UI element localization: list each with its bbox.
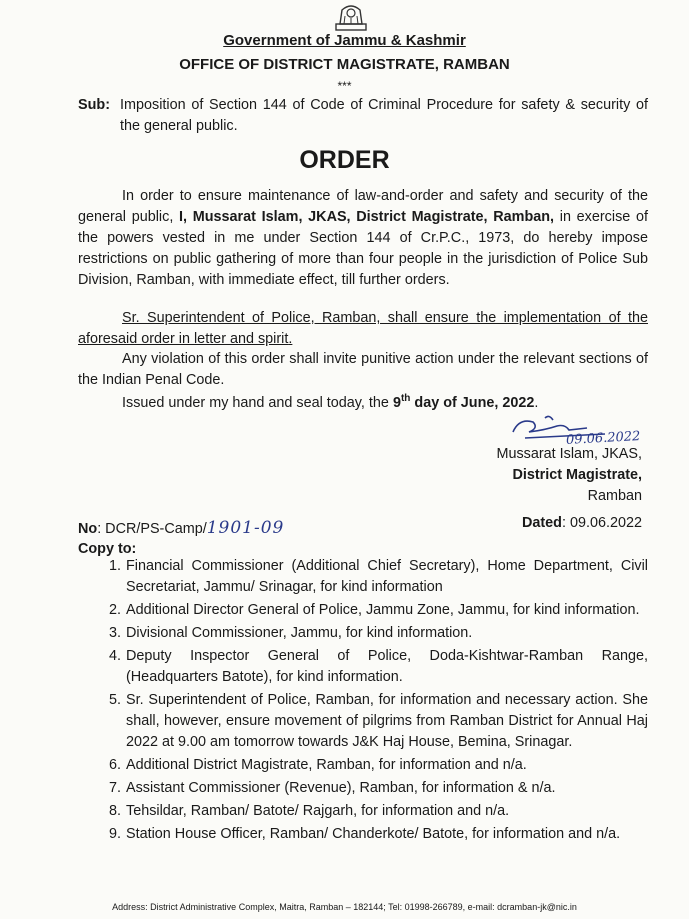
copy-to-label: Copy to: [78, 541, 137, 557]
subject-label: Sub: [78, 97, 110, 113]
separator: *** [337, 79, 352, 93]
list-item: 5. Sr. Superintendent of Police, Ramban, for information and necessary action. She shall, however, ensure movement of pilgrims from Ramban District for Annual Haj 2022 at 9.00 am tomorrow towards J&K Haj House, Bemina, Srinagar. [109, 692, 648, 750]
subject-block [78, 95, 648, 137]
dated-line: Dated: 09.06.2022 [521, 515, 642, 531]
signatory-name: Mussarat Islam, JKAS, [496, 446, 642, 462]
signatory-place: Ramban [587, 488, 642, 504]
list-item: 7. Assistant Commissioner (Revenue), Ramban, for information & n/a. [109, 780, 556, 796]
list-item: 8. Tehsildar, Ramban/ Batote/ Rajgarh, for information and n/a. [109, 803, 510, 819]
issued-line: Issued under my hand and seal today, the 9th day of June, 2022. [122, 393, 539, 411]
signature-date: 09.06.2022 [565, 429, 641, 448]
government-heading: Government of Jammu & Kashmir [223, 32, 466, 49]
order-paragraph-1: In order to ensure maintenance of law-and-order and safety and security of the general public, I, Mussarat Islam, JKAS, District Magistrate, Ramban, in exercise of the powers vested in me under Section 144 of Cr.P.C., 1973, do hereby impose restrictions on public gathering of more than four people in the jurisdiction of Police Sub Division, Ramban, with immediate effect, till further orders. [78, 188, 648, 288]
national-emblem-icon [330, 0, 372, 32]
subject-text: Imposition of Section 144 of Code of Criminal Procedure for safety & security of the general public. [120, 97, 648, 134]
signature-block [496, 444, 642, 507]
list-item: 2. Additional Director General of Police, Jammu Zone, Jammu, for kind information. [109, 602, 640, 618]
reference-number: No: DCR/PS-Camp/1901-09 [78, 518, 285, 538]
list-item: 3. Divisional Commissioner, Jammu, for kind information. [109, 625, 473, 641]
list-item: 9. Station House Officer, Ramban/ Chanderkote/ Batote, for information and n/a. [109, 826, 621, 842]
list-item: 4. Deputy Inspector General of Police, Doda-Kishtwar-Ramban Range, (Headquarters Batote), for kind information. [109, 648, 648, 685]
handwritten-number: 1901-09 [206, 518, 285, 538]
magistrate-name-bold: I, Mussarat Islam, JKAS, District Magistrate, Ramban, [179, 209, 555, 225]
address-footer: Address: District Administrative Complex, Maitra, Ramban – 182144; Tel: 01998-266789, e-mail: dcramban-jk@nic.in [112, 902, 577, 912]
signatory-title: District Magistrate, [512, 467, 642, 483]
list-item: 1. Financial Commissioner (Additional Chief Secretary), Home Department, Civil Secretariat, Jammu/ Srinagar, for kind information [109, 558, 648, 595]
copy-to-list [109, 556, 648, 847]
order-paragraph-3: Any violation of this order shall invite punitive action under the relevant sections of the Indian Penal Code. [78, 351, 648, 388]
office-heading: OFFICE OF DISTRICT MAGISTRATE, RAMBAN [179, 56, 510, 73]
page-title: ORDER [299, 146, 390, 174]
list-item: 6. Additional District Magistrate, Ramban, for information and n/a. [109, 757, 527, 773]
order-paragraph-2: Sr. Superintendent of Police, Ramban, shall ensure the implementation of the aforesaid order in letter and spirit. [78, 310, 648, 347]
